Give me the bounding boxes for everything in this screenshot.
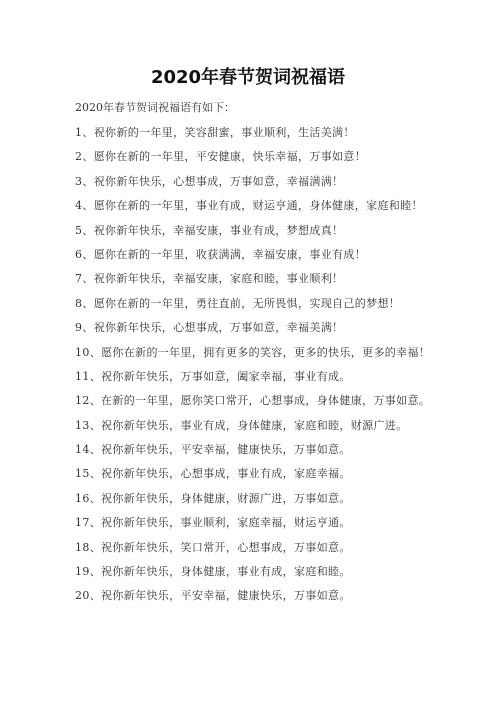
list-item: 1、祝你新的一年里，笑容甜蜜，事业顺利，生活美满！	[75, 126, 355, 139]
list-item: 20、祝你新年快乐，平安幸福，健康快乐，万事如意。	[75, 589, 351, 603]
list-item: 7、祝你新年快乐，幸福安康，家庭和睦，事业顺利！	[75, 272, 344, 286]
list-item: 13、祝你新年快乐，事业有成，身体健康，家庭和睦，财源广进。	[75, 418, 408, 432]
greeting-list	[75, 125, 430, 613]
list-item: 6、愿你在新的一年里，收获满满，幸福安康，事业有成！	[75, 247, 367, 261]
list-item: 18、祝你新年快乐，笑口常开，心想事成，万事如意。	[75, 540, 351, 554]
list-item: 17、祝你新年快乐，事业顺利，家庭幸福，财运亨通。	[75, 516, 351, 530]
list-item: 4、愿你在新的一年里，事业有成，财运亨通，身体健康，家庭和睦！	[75, 199, 423, 213]
list-item: 9、祝你新年快乐，心想事成，万事如意，幸福美满！	[75, 321, 344, 335]
list-item: 3、祝你新年快乐，心想事成，万事如意，幸福满满！	[75, 174, 344, 188]
list-item: 2、愿你在新的一年里，平安健康，快乐幸福，万事如意！	[75, 150, 367, 164]
list-item: 12、在新的一年里，愿你笑口常开，心想事成，身体健康，万事如意。	[75, 394, 431, 408]
list-item: 11、祝你新年快乐，万事如意，阖家幸福，事业有成。	[75, 369, 351, 383]
list-item: 19、祝你新年快乐，身体健康，事业有成，家庭和睦。	[75, 565, 351, 579]
document-title: 2020年春节贺词祝福语	[150, 67, 346, 88]
list-item: 14、祝你新年快乐，平安幸福，健康快乐，万事如意。	[75, 443, 351, 457]
list-item: 15、祝你新年快乐，心想事成，事业有成，家庭幸福。	[75, 467, 351, 481]
list-item: 8、愿你在新的一年里，勇往直前，无所畏惧，实现自己的梦想！	[75, 296, 401, 310]
list-item: 16、祝你新年快乐，身体健康，财源广进，万事如意。	[75, 491, 351, 505]
list-item: 5、祝你新年快乐，幸福安康，事业有成，梦想成真！	[75, 223, 344, 237]
list-item: 10、愿你在新的一年里，拥有更多的笑容，更多的快乐，更多的幸福！	[75, 345, 431, 359]
intro-text: 2020年春节贺词祝福语有如下：	[75, 101, 235, 114]
